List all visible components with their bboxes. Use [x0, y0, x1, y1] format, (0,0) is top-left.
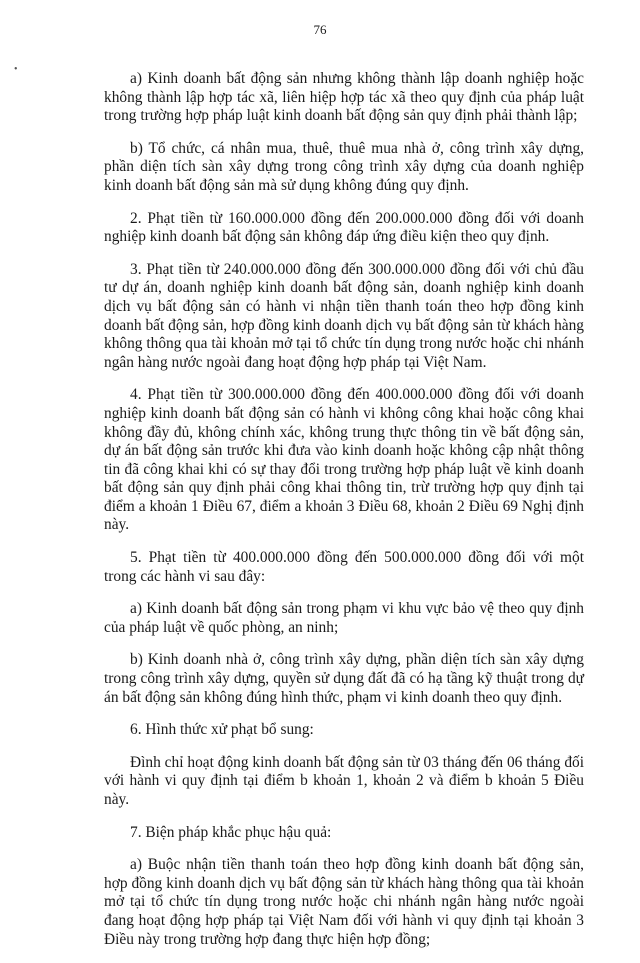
paragraph: a) Buộc nhận tiền thanh toán theo hợp đồng kinh doanh bất động sản, hợp đồng kinh doanh dịch vụ bất động sản từ khách hàng thông qua tài khoản mở tại tổ chức tín dụng trong nước hoặc chi nhánh ngân hàng nước ngoài đang hoạt động hợp pháp tại Việt Nam đối với hành vi quy định tại khoản 3 Điều này trong trường hợp đang thực hiện hợp đồng;	[104, 856, 584, 948]
paragraph: 5. Phạt tiền từ 400.000.000 đồng đến 500.000.000 đồng đối với một trong các hành vi sau đây:	[104, 549, 584, 585]
margin-dot: •	[14, 64, 18, 75]
document-body	[104, 70, 584, 963]
paragraph: Đình chỉ hoạt động kinh doanh bất động sản từ 03 tháng đến 06 tháng đối với hành vi quy định tại điểm b khoản 1, khoản 2 và điểm b khoản 5 Điều này.	[104, 753, 584, 808]
paragraph: 2. Phạt tiền từ 160.000.000 đồng đến 200.000.000 đồng đối với doanh nghiệp kinh doanh bất động sản không đáp ứng điều kiện theo quy định.	[104, 209, 584, 246]
paragraph: a) Kinh doanh bất động sản trong phạm vi khu vực bảo vệ theo quy định của pháp luật về quốc phòng, an ninh;	[104, 600, 584, 636]
paragraph: 4. Phạt tiền từ 300.000.000 đồng đến 400.000.000 đồng đối với doanh nghiệp kinh doanh bất động sản có hành vi không công khai hoặc công khai không đầy đủ, không chính xác, không trung thực thông tin về bất động sản, dự án bất động sản trước khi đưa vào kinh doanh hoặc không cập nhật thông tin đã công khai khi có sự thay đổi trong trường hợp pháp luật về kinh doanh bất động sản quy định phải công khai thông tin, trừ trường hợp quy định tại điểm a khoản 1 Điều 67, điểm a khoản 3 Điều 68, khoản 2 Điều 69 Nghị định này.	[104, 386, 584, 534]
paragraph: 3. Phạt tiền từ 240.000.000 đồng đến 300.000.000 đồng đối với chủ đầu tư dự án, doanh nghiệp kinh doanh bất động sản, doanh nghiệp kinh doanh dịch vụ bất động sản có hành vi nhận tiền thanh toán theo hợp đồng kinh doanh bất động sản, hợp đồng kinh doanh dịch vụ bất động sản từ khách hàng không thông qua tài khoản mở tại tổ chức tín dụng trong nước hoặc chi nhánh ngân hàng nước ngoài đang hoạt động hợp pháp tại Việt Nam.	[104, 260, 584, 371]
paragraph: a) Kinh doanh bất động sản nhưng không thành lập doanh nghiệp hoặc không thành lập hợp tác xã, liên hiệp hợp tác xã theo quy định của pháp luật trong trường hợp pháp luật kinh doanh bất động sản quy định phải thành lập;	[104, 70, 584, 125]
paragraph: b) Kinh doanh nhà ở, công trình xây dựng, phần diện tích sàn xây dựng trong công trình xây dựng, quyền sử dụng đất đã có hạ tầng kỹ thuật trong dự án bất động sản không đúng hình thức, phạm vi kinh doanh theo quy định.	[104, 651, 584, 706]
paragraph: 7. Biện pháp khắc phục hậu quả:	[130, 823, 332, 841]
paragraph: 6. Hình thức xử phạt bổ sung:	[130, 721, 314, 739]
paragraph: b) Tổ chức, cá nhân mua, thuê, thuê mua nhà ở, công trình xây dựng, phần diện tích sàn xây dựng trong công trình xây dựng của doanh nghiệp kinh doanh bất động sản mà sử dụng không đúng quy định.	[104, 139, 584, 194]
page-number: 76	[313, 22, 327, 37]
